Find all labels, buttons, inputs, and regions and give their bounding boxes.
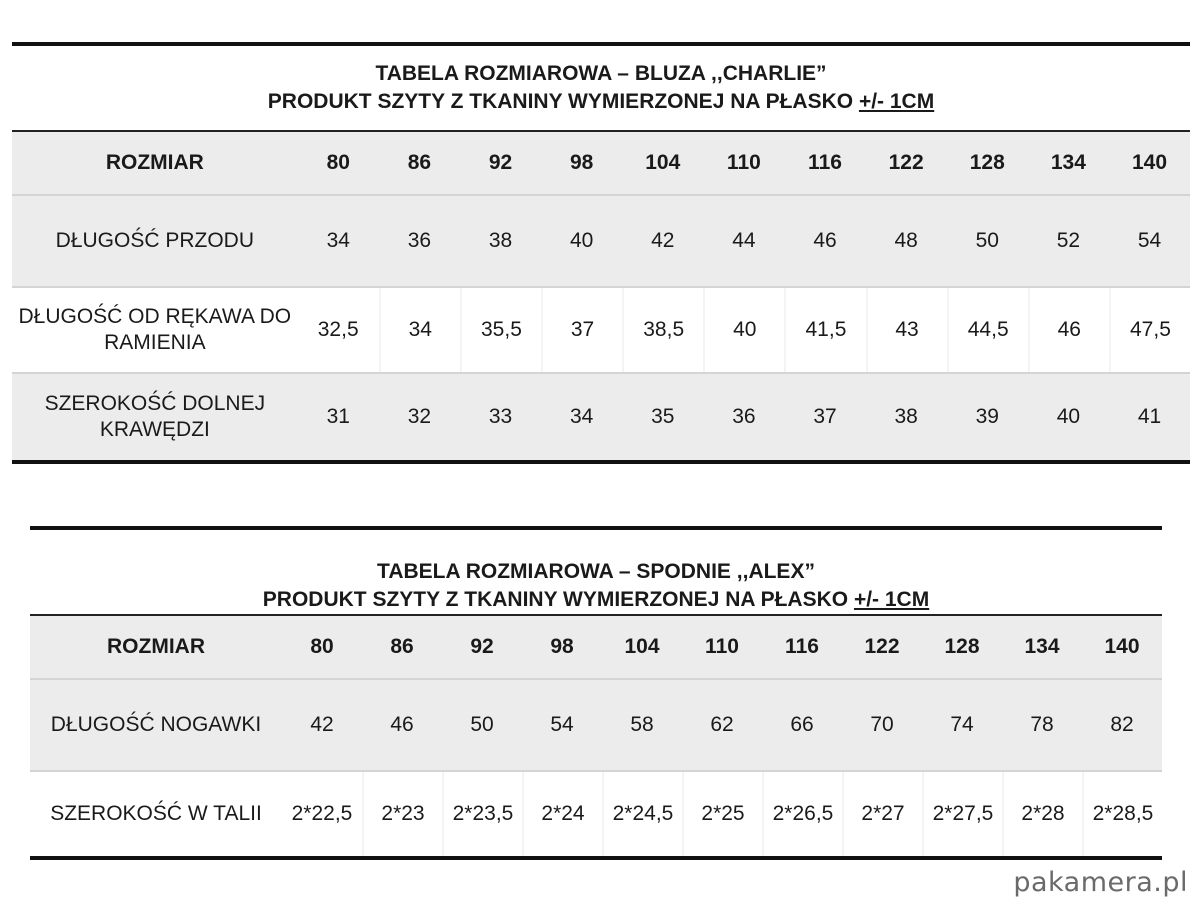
table-row: [30, 678, 1162, 770]
size-header-cell: 134: [1050, 151, 1086, 174]
size-table-spodnie: [30, 526, 1162, 860]
value-cell: 58: [630, 713, 654, 736]
value-cell: 82: [1110, 713, 1134, 736]
row-label-cell: DŁUGOŚĆ PRZODU: [55, 229, 255, 252]
value-cell: 2*27,5: [922, 772, 1002, 856]
value-cell: 2*25: [682, 772, 762, 856]
size-header-cell: 98: [550, 635, 574, 658]
row-label-cell: SZEROKOŚĆ W TALII: [50, 802, 262, 825]
table-body: [12, 132, 1190, 460]
value-cell: 35,5: [460, 288, 541, 372]
value-cell: 66: [790, 713, 814, 736]
value-cell: 78: [1030, 713, 1054, 736]
value-cell: 2*22,5: [291, 802, 353, 825]
value-cell: 70: [870, 713, 894, 736]
value-cell: 44: [732, 229, 756, 252]
value-cell: 31: [326, 405, 350, 428]
value-cell: 41,5: [784, 288, 865, 372]
table-title: [12, 46, 1190, 132]
size-header-cell: 86: [390, 635, 414, 658]
size-header-cell: 110: [726, 151, 761, 174]
size-header-cell: 86: [407, 151, 432, 174]
size-header-cell: 122: [888, 151, 924, 174]
value-cell: 35: [651, 405, 675, 428]
value-cell: 54: [550, 713, 574, 736]
value-cell: 2*28,5: [1082, 772, 1162, 856]
value-cell: 2*23,5: [442, 772, 522, 856]
table-row: [12, 372, 1190, 460]
size-header-cell: 140: [1104, 635, 1140, 658]
value-cell: 46: [1028, 288, 1109, 372]
value-cell: 34: [326, 229, 350, 252]
size-header-cell: 134: [1024, 635, 1060, 658]
header-label-cell: ROZMIAR: [105, 151, 204, 174]
header-label-cell: ROZMIAR: [107, 635, 205, 658]
header-row: [12, 132, 1190, 194]
size-header-cell: 104: [645, 151, 681, 174]
value-cell: 40: [703, 288, 784, 372]
table-row: [12, 194, 1190, 286]
value-cell: 37: [813, 405, 837, 428]
size-header-cell: 80: [326, 151, 350, 174]
bottom-rule: [12, 460, 1190, 464]
size-header-cell: 92: [470, 635, 494, 658]
subtitle-line: [12, 88, 1190, 116]
value-cell: 39: [975, 405, 999, 428]
size-header-cell: 122: [864, 635, 900, 658]
value-cell: 43: [866, 288, 947, 372]
title-line: TABELA ROZMIAROWA – BLUZA ,,CHARLIE”: [375, 62, 827, 85]
value-cell: 42: [651, 229, 675, 252]
value-cell: 41: [1137, 405, 1162, 428]
size-header-cell: 140: [1131, 151, 1168, 174]
value-cell: 36: [407, 229, 432, 252]
value-cell: 44,5: [947, 288, 1028, 372]
value-cell: 40: [569, 229, 594, 252]
table-title: [30, 530, 1162, 616]
value-cell: 47,5: [1109, 288, 1190, 372]
row-label-cell: SZEROKOŚĆ DOLNEJ KRAWĘDZI: [44, 392, 266, 441]
tolerance-text: +/- 1CM: [853, 588, 930, 611]
value-cell: 40: [1056, 405, 1081, 428]
value-cell: 32: [407, 405, 432, 428]
table-row: [30, 770, 1162, 856]
size-header-cell: 104: [624, 635, 660, 658]
value-cell: 50: [975, 229, 999, 252]
value-cell: 32,5: [317, 318, 359, 341]
header-row: [30, 616, 1162, 678]
size-header-cell: 92: [488, 151, 513, 174]
tolerance-text: +/- 1CM: [858, 90, 935, 113]
table-row: [12, 286, 1190, 372]
value-cell: 48: [894, 229, 918, 252]
value-cell: 2*27: [842, 772, 922, 856]
value-cell: 2*28: [1002, 772, 1082, 856]
value-cell: 38,5: [622, 288, 703, 372]
size-header-cell: 110: [705, 635, 739, 658]
row-label-cell: DŁUGOŚĆ OD RĘKAWA DO RAMIENIA: [18, 305, 292, 354]
value-cell: 36: [732, 405, 756, 428]
value-cell: 50: [470, 713, 494, 736]
value-cell: 2*24,5: [602, 772, 682, 856]
value-cell: 54: [1137, 229, 1162, 252]
watermark-logo: pakamera.pl: [1013, 867, 1188, 898]
size-header-cell: 116: [785, 635, 819, 658]
value-cell: 42: [310, 713, 334, 736]
value-cell: 74: [950, 713, 974, 736]
size-header-cell: 128: [944, 635, 980, 658]
value-cell: 33: [488, 405, 513, 428]
value-cell: 62: [710, 713, 734, 736]
value-cell: 2*23: [362, 772, 442, 856]
subtitle-text: PRODUKT SZYTY Z TKANINY WYMIERZONEJ NA PŁASKO: [267, 90, 854, 113]
value-cell: 34: [569, 405, 594, 428]
value-cell: 37: [541, 288, 622, 372]
value-cell: 38: [488, 229, 513, 252]
bottom-rule: [30, 856, 1162, 860]
subtitle-text: PRODUKT SZYTY Z TKANINY WYMIERZONEJ NA PŁASKO: [262, 588, 849, 611]
subtitle-line: [30, 586, 1162, 614]
size-header-cell: 98: [569, 151, 594, 174]
value-cell: 2*24: [522, 772, 602, 856]
value-cell: 38: [894, 405, 918, 428]
size-header-cell: 80: [310, 635, 334, 658]
row-label-cell: DŁUGOŚĆ NOGAWKI: [50, 713, 262, 736]
value-cell: 52: [1056, 229, 1081, 252]
value-cell: 46: [813, 229, 837, 252]
value-cell: 34: [379, 288, 460, 372]
title-line: TABELA ROZMIAROWA – SPODNIE ,,ALEX”: [377, 560, 815, 583]
size-header-cell: 116: [808, 151, 842, 174]
size-header-cell: 128: [969, 151, 1005, 174]
table-body: [30, 616, 1162, 856]
size-table-bluza: [12, 42, 1190, 464]
value-cell: 46: [390, 713, 414, 736]
value-cell: 2*26,5: [762, 772, 842, 856]
